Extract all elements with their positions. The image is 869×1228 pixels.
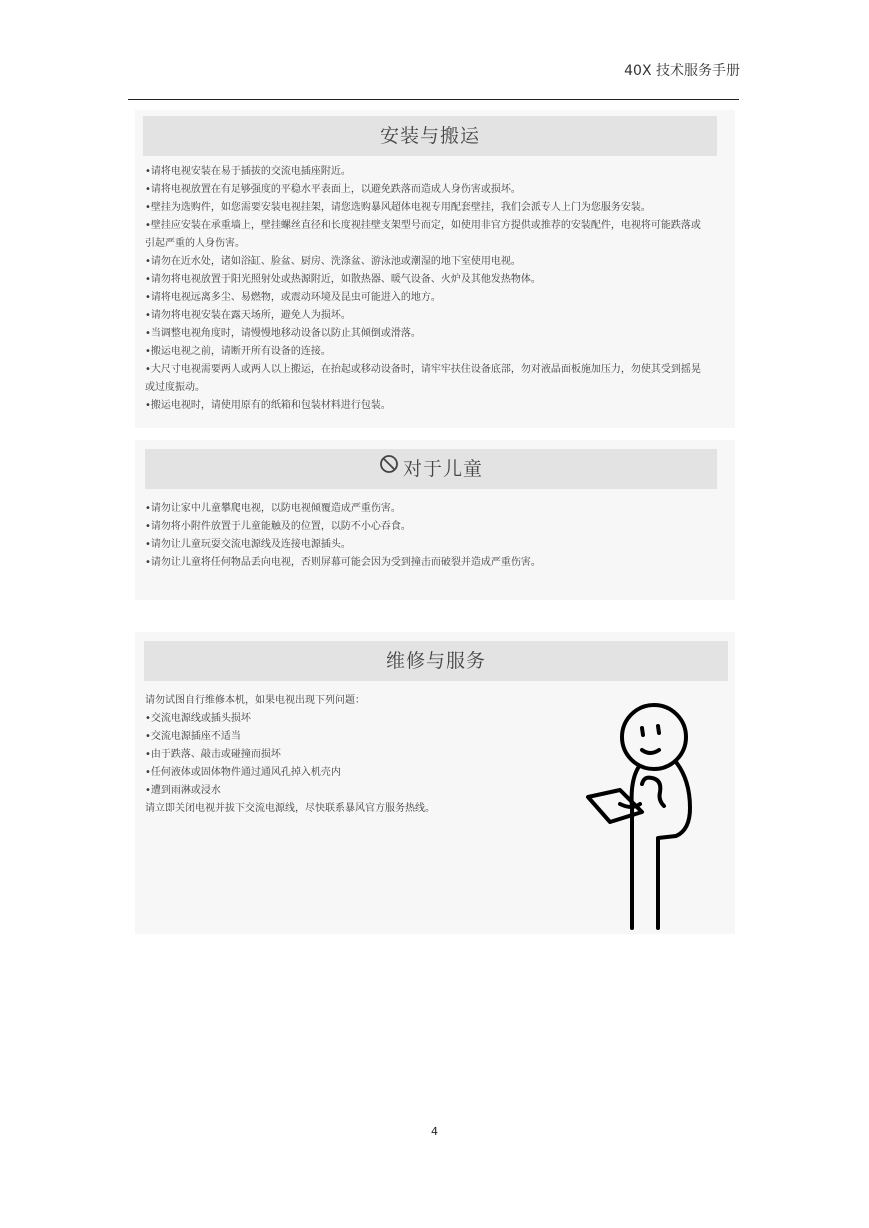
list-item: •遭到雨淋或浸水 [145,785,221,796]
manual-title: 40X 技术服务手册 [624,63,740,79]
list-item: •搬运电视之前，请断开所有设备的连接。 [145,346,331,357]
children-section-title [145,449,717,489]
list-item: •大尺寸电视需要两人或两人以上搬运，在抬起或移动设备时，请牢牢扶住设备底部，勿对液晶面板施加压力，勿使其受到摇晃或过度振动。 [145,364,701,393]
service-list [145,692,565,818]
person-reading-tablet-illustration [580,700,700,930]
list-item: •壁挂应安装在承重墙上，壁挂螺丝直径和长度视挂壁支架型号而定，如使用非官方提供或推荐的安装配件，电视将可能跌落或引起严重的人身伤害。 [145,220,701,249]
children-list [145,500,710,572]
list-item: •请勿将小附件放置于儿童能触及的位置，以防不小心吞食。 [145,521,411,532]
service-section-title: 维修与服务 [144,641,728,681]
list-item: •请勿让儿童将任何物品丢向电视，否则屏幕可能会因为受到撞击而破裂并造成严重伤害。 [145,557,541,568]
children-title-text: 对于儿童 [402,458,483,480]
list-item: •请将电视远离多尘、易燃物，或震动环境及昆虫可能进入的地方。 [145,292,441,303]
list-item: •请将电视安装在易于插拔的交流电插座附近。 [145,166,351,177]
list-item: •搬运电视时，请使用原有的纸箱和包装材料进行包装。 [145,400,391,411]
page-number: 4 [431,1125,438,1138]
list-item: •请勿让家中儿童攀爬电视，以防电视倾覆造成严重伤害。 [145,503,401,514]
list-item: •交流电源插座不适当 [145,731,241,742]
install-section-title: 安装与搬运 [143,116,717,156]
list-item: •任何液体或固体物件通过通风孔掉入机壳内 [145,767,341,778]
list-item: •请将电视放置在有足够强度的平稳水平表面上，以避免跌落而造成人身伤害或损坏。 [145,184,521,195]
no-sign-icon [379,448,399,488]
header-divider [128,99,739,100]
list-item: •由于跌落、敲击或碰撞而损坏 [145,749,281,760]
list-item: 请勿试图自行维修本机，如果电视出现下列问题： [145,695,365,706]
list-item: •请勿将电视安装在露天场所，避免人为损坏。 [145,310,351,321]
list-item: 请立即关闭电视并拔下交流电源线，尽快联系暴风官方服务热线。 [145,803,435,814]
list-item: •交流电源线或插头损坏 [145,713,251,724]
list-item: •壁挂为选购件，如您需要安装电视挂架，请您选购暴风超体电视专用配套壁挂，我们会派专人上门为您服务安装。 [145,202,651,213]
list-item: •当调整电视角度时，请慢慢地移动设备以防止其倾倒或滑落。 [145,328,421,339]
list-item: •请勿将电视放置于阳光照射处或热源附近，如散热器、暖气设备、火炉及其他发热物体。 [145,274,541,285]
list-item: •请勿让儿童玩耍交流电源线及连接电源插头。 [145,539,351,550]
install-list [145,163,710,415]
list-item: •请勿在近水处，诸如浴缸、脸盆、厨房、洗涤盆、游泳池或潮湿的地下室使用电视。 [145,256,521,267]
